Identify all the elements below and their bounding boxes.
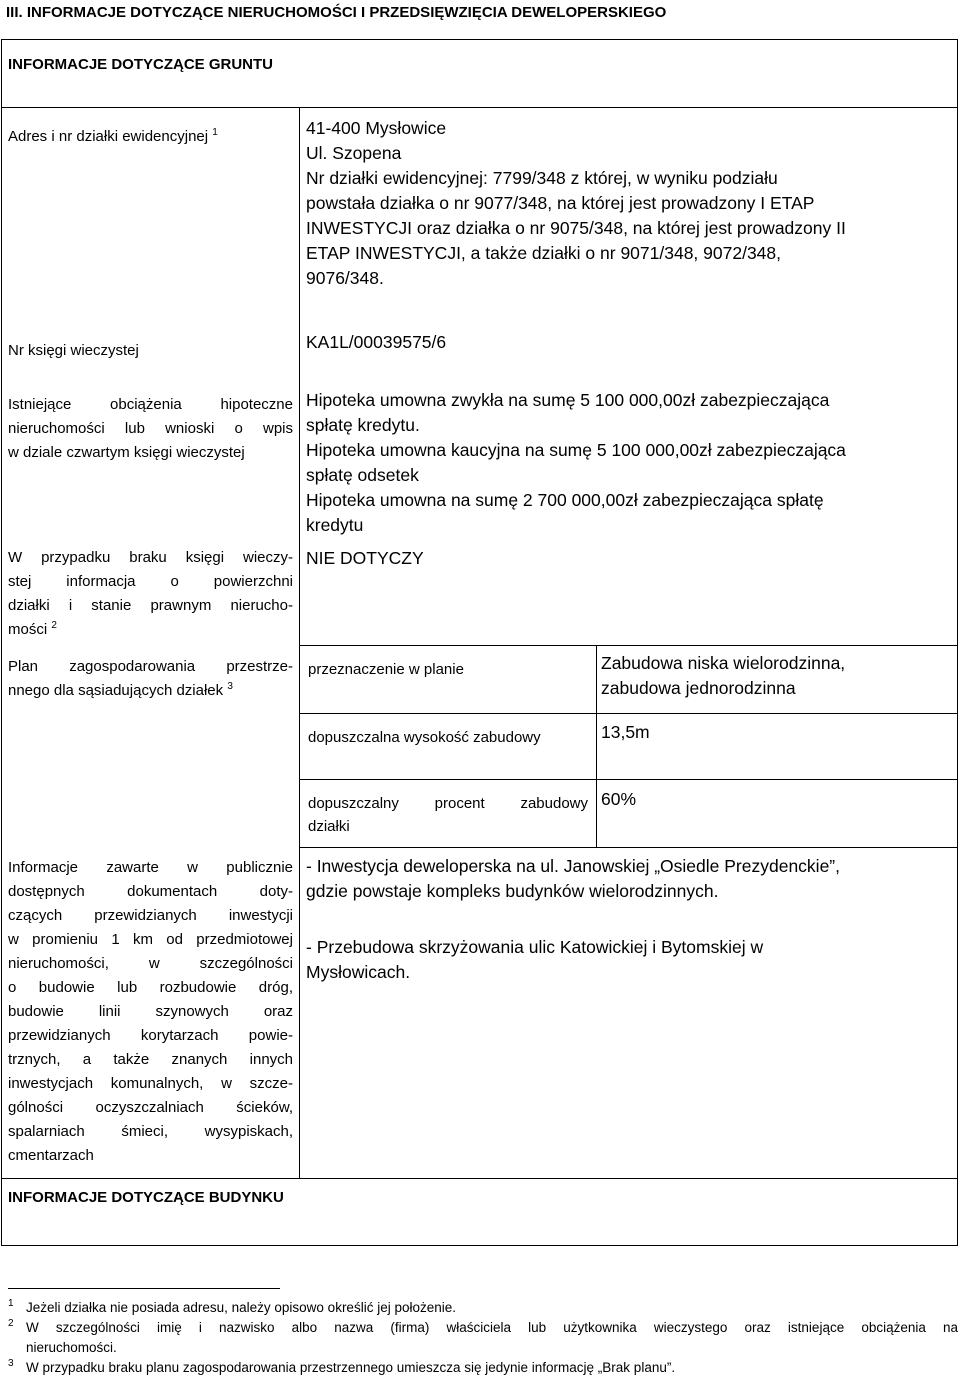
address-label: Adres i nr działki ewidencyjnej $^1$ — [8, 127, 218, 145]
address-value: 41-400 Mysłowice Ul. Szopena Nr działki ewidencyjnej: 7799/348 z której, w wyniku podziału powstała działka o nr 9077/348, na której jest prowadzony I ETAP INWESTYCJI oraz działka o nr 9075/348, na której jest prowadzony II ETAP INWESTYCJI, a także działki o nr 9071/348, 9072/348, 9076/348. — [306, 118, 846, 288]
table-border-left — [1, 39, 2, 1246]
plan-table-top — [299, 645, 958, 646]
encumbrances-label: Istniejące obciążenia hipoteczne nieruchomości lub wnioski o wpis w dziale czwartym księgi wieczystej — [8, 396, 293, 461]
no-register-label: W przypadku braku księgi wieczy- stej informacja o powierzchni działki i stanie prawnym nierucho- mości $^2$ — [8, 549, 293, 638]
section-divider-building — [1, 1178, 957, 1179]
plan-use-label: przeznaczenie w planie — [308, 661, 464, 678]
section-title-building: INFORMACJE DOTYCZĄCE BUDYNKU — [8, 1189, 284, 1206]
table-border-right — [957, 39, 958, 1246]
plan-coverage-value: 60% — [601, 789, 637, 809]
land-register-value: KA1L/00039575/6 — [306, 332, 447, 352]
footnote-3: 3 W przypadku braku planu zagospodarowania przestrzennego umieszcza się jedynie informację „Brak planu”. — [8, 1358, 676, 1375]
plan-row-divider-1 — [299, 713, 958, 714]
nearby-investments-label: Informacje zawarte w publicznie dostępnych dokumentach doty- czących przewidzianych inwestycji w promieniu 1 km od przedmiotowej nieruchomości, w szczególności o budowie lub rozbudowie dróg, budowie linii szynowych oraz przewidzianych korytarzach powie- trznych, a także znanych innych inwestycjach komunalnych, w szcze- gólności oczyszczalniach ścieków, spalarniach śmieci, wysypiskach, cmentarzach — [8, 859, 293, 1164]
encumbrances-value: Hipoteka umowna zwykła na sumę 5 100 000,00zł zabezpieczająca spłatę kredytu. Hipoteka umowna kaucyjna na sumę 5 100 000,00zł zabezpieczająca spłatę odsetek Hipoteka umowna na sumę 2 700 000,00zł zabezpieczająca spłatę kredytu — [306, 390, 846, 535]
plan-row-divider-2 — [299, 779, 958, 780]
no-register-value: NIE DOTYCZY — [306, 548, 424, 568]
section-title-grunt: INFORMACJE DOTYCZĄCE GRUNTU — [8, 56, 273, 73]
table-border-top — [1, 39, 957, 40]
column-divider — [299, 107, 300, 1178]
table-border-bottom — [1, 1245, 957, 1246]
plan-column-divider — [596, 645, 597, 847]
section-divider — [1, 107, 957, 108]
plan-coverage-label: dopuszczalny procent zabudowy działki — [308, 795, 588, 835]
plan-table-bottom — [299, 847, 958, 848]
footnote-2: 2 W szczególności imię i nazwisko albo nazwa (firma) właściciela lub użytkownika wieczystego oraz istniejące obciążenia na nieruchomości. — [8, 1318, 958, 1355]
footnote-separator — [8, 1288, 280, 1289]
plan-height-label: dopuszczalna wysokość zabudowy — [308, 729, 541, 746]
footnote-1: 1 Jeżeli działka nie posiada adresu, należy opisowo określić jej położenie. — [8, 1298, 456, 1315]
nearby-investments-value: - Inwestycja deweloperska na ul. Janowskiej „Osiedle Prezydenckie”, gdzie powstaje kompleks budynków wielorodzinnych. - Przebudowa skrzyżowania ulic Katowickiej i Bytomskiej w Mysłowicach. — [306, 856, 840, 982]
page-title: III. INFORMACJE DOTYCZĄCE NIERUCHOMOŚCI I PRZEDSIĘWZIĘCIA DEWELOPERSKIEGO — [6, 4, 667, 21]
plan-height-value: 13,5m — [601, 722, 650, 742]
zoning-plan-label: Plan zagospodarowania przestrze- nnego dla sąsiadujących działek $^3$ — [8, 658, 293, 699]
land-register-label: Nr księgi wieczystej — [8, 342, 139, 359]
plan-use-value: Zabudowa niska wielorodzinna, zabudowa jednorodzinna — [601, 653, 846, 698]
